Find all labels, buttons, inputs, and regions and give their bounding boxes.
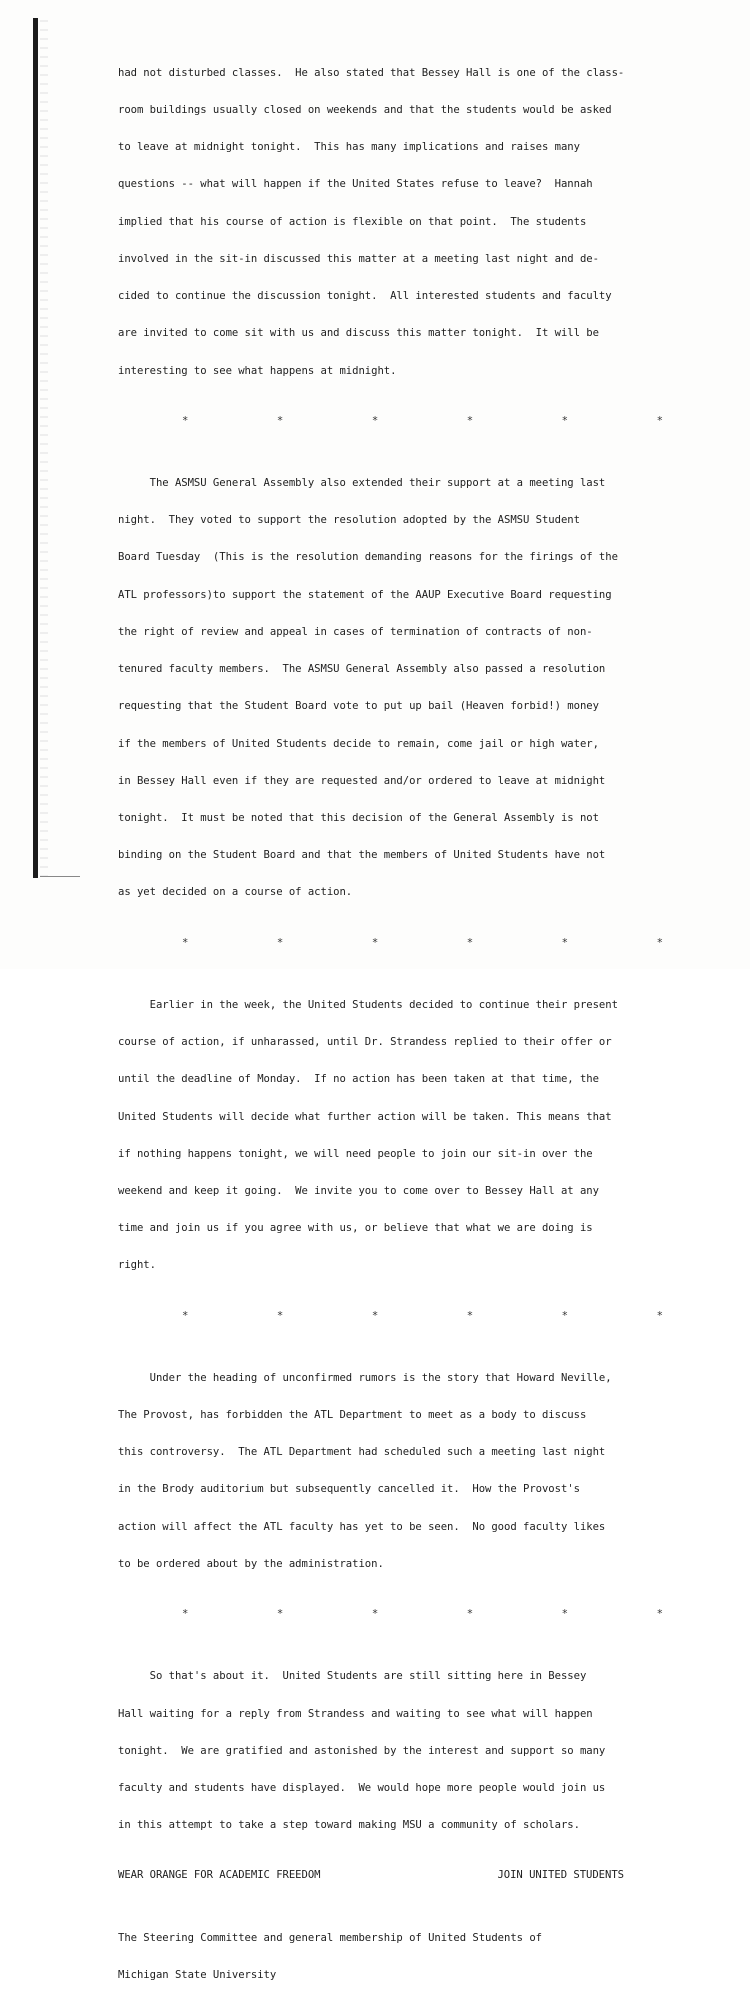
text-line: to be ordered about by the administration. xyxy=(118,1557,384,1570)
page-edge-speckle xyxy=(40,20,48,880)
text-line: weekend and keep it going. We invite you to come over to Bessey Hall at any xyxy=(118,1184,599,1197)
separator-4: * * * * * * xyxy=(182,1608,663,1621)
text-line: room buildings usually closed on weekends and that the students would be asked xyxy=(118,104,612,117)
slogans-row xyxy=(118,1869,624,1881)
text-line: Hall waiting for a reply from Strandess and waiting to see what will happen xyxy=(118,1707,593,1720)
text-line: The ASMSU General Assembly also extended their support at a meeting last xyxy=(118,477,606,489)
text-line: right. xyxy=(118,1259,156,1272)
text-line: implied that his course of action is flexible on that point. The students xyxy=(118,215,587,228)
text-line: tenured faculty members. The ASMSU General Assembly also passed a resolution xyxy=(118,663,606,676)
text-line: binding on the Student Board and that the members of United Students have not xyxy=(118,849,606,862)
text-line: night. They voted to support the resolution adopted by the ASMSU Student xyxy=(118,514,580,527)
text-line: tonight. We are gratified and astonished by the interest and support so many xyxy=(118,1744,606,1757)
text-line: in this attempt to take a step toward making MSU a community of scholars. xyxy=(118,1819,580,1832)
text-line: are invited to come sit with us and discuss this matter tonight. It will be xyxy=(118,327,599,340)
text-line: time and join us if you agree with us, or believe that what we are doing is xyxy=(118,1222,593,1235)
text-line: ATL professors)to support the statement of the AAUP Executive Board requesting xyxy=(118,588,612,601)
text-line: until the deadline of Monday. If no action has been taken at that time, the xyxy=(118,1073,599,1086)
text-line: involved in the sit-in discussed this matter at a meeting last night and de- xyxy=(118,252,599,265)
text-line: questions -- what will happen if the United States refuse to leave? Hannah xyxy=(118,178,593,191)
signature xyxy=(118,1907,648,2006)
separator-3: * * * * * * xyxy=(182,1309,663,1322)
paragraph-1 xyxy=(118,42,648,402)
bottom-rule xyxy=(40,876,80,877)
text-line: course of action, if unharassed, until Dr. Strandess replied to their offer or xyxy=(118,1036,612,1049)
text-line: action will affect the ATL faculty has yet to be seen. No good faculty likes xyxy=(118,1520,606,1533)
slogan-right: JOIN UNITED STUDENTS xyxy=(497,1869,624,1882)
signature-line: Michigan State University xyxy=(118,1968,277,1981)
document-body xyxy=(118,42,663,2006)
signature-line: The Steering Committee and general membership of United Students of xyxy=(118,1931,542,1944)
text-line: Under the heading of unconfirmed rumors is the story that Howard Neville, xyxy=(118,1371,612,1384)
text-line: United Students will decide what further action will be taken. This means that xyxy=(118,1110,612,1123)
paragraph-5 xyxy=(118,1646,648,1857)
paragraph-2 xyxy=(118,452,648,923)
page-edge-shadow xyxy=(33,18,38,878)
text-line: if nothing happens tonight, we will need people to join our sit-in over the xyxy=(118,1147,593,1160)
text-line: this controversy. The ATL Department had scheduled such a meeting last night xyxy=(118,1446,606,1459)
separator-2: * * * * * * xyxy=(182,936,663,949)
text-line: if the members of United Students decide to remain, come jail or high water, xyxy=(118,737,599,750)
text-line: cided to continue the discussion tonight. All interested students and faculty xyxy=(118,290,612,303)
text-line: requesting that the Student Board vote to put up bail (Heaven forbid!) money xyxy=(118,700,599,713)
text-line: in the Brody auditorium but subsequently cancelled it. How the Provost's xyxy=(118,1483,580,1496)
text-line: to leave at midnight tonight. This has many implications and raises many xyxy=(118,141,580,154)
text-line: as yet decided on a course of action. xyxy=(118,886,353,899)
slogan-left: WEAR ORANGE FOR ACADEMIC FREEDOM xyxy=(118,1869,321,1882)
paragraph-4 xyxy=(118,1347,648,1595)
text-line: tonight. It must be noted that this decision of the General Assembly is not xyxy=(118,811,599,824)
text-line: the right of review and appeal in cases of termination of contracts of non- xyxy=(118,625,593,638)
text-line: The Provost, has forbidden the ATL Department to meet as a body to discuss xyxy=(118,1409,587,1422)
separator-1: * * * * * * xyxy=(182,414,663,427)
text-line: in Bessey Hall even if they are requested and/or ordered to leave at midnight xyxy=(118,774,606,787)
text-line: had not disturbed classes. He also stated that Bessey Hall is one of the class- xyxy=(118,66,625,79)
text-line: interesting to see what happens at midnight. xyxy=(118,364,397,377)
text-line: Earlier in the week, the United Students decided to continue their present xyxy=(118,998,618,1011)
text-line: Board Tuesday (This is the resolution demanding reasons for the firings of the xyxy=(118,551,618,564)
text-line: faculty and students have displayed. We would hope more people would join us xyxy=(118,1782,606,1794)
text-line: So that's about it. United Students are still sitting here in Bessey xyxy=(118,1670,587,1683)
paragraph-3 xyxy=(118,974,648,1297)
